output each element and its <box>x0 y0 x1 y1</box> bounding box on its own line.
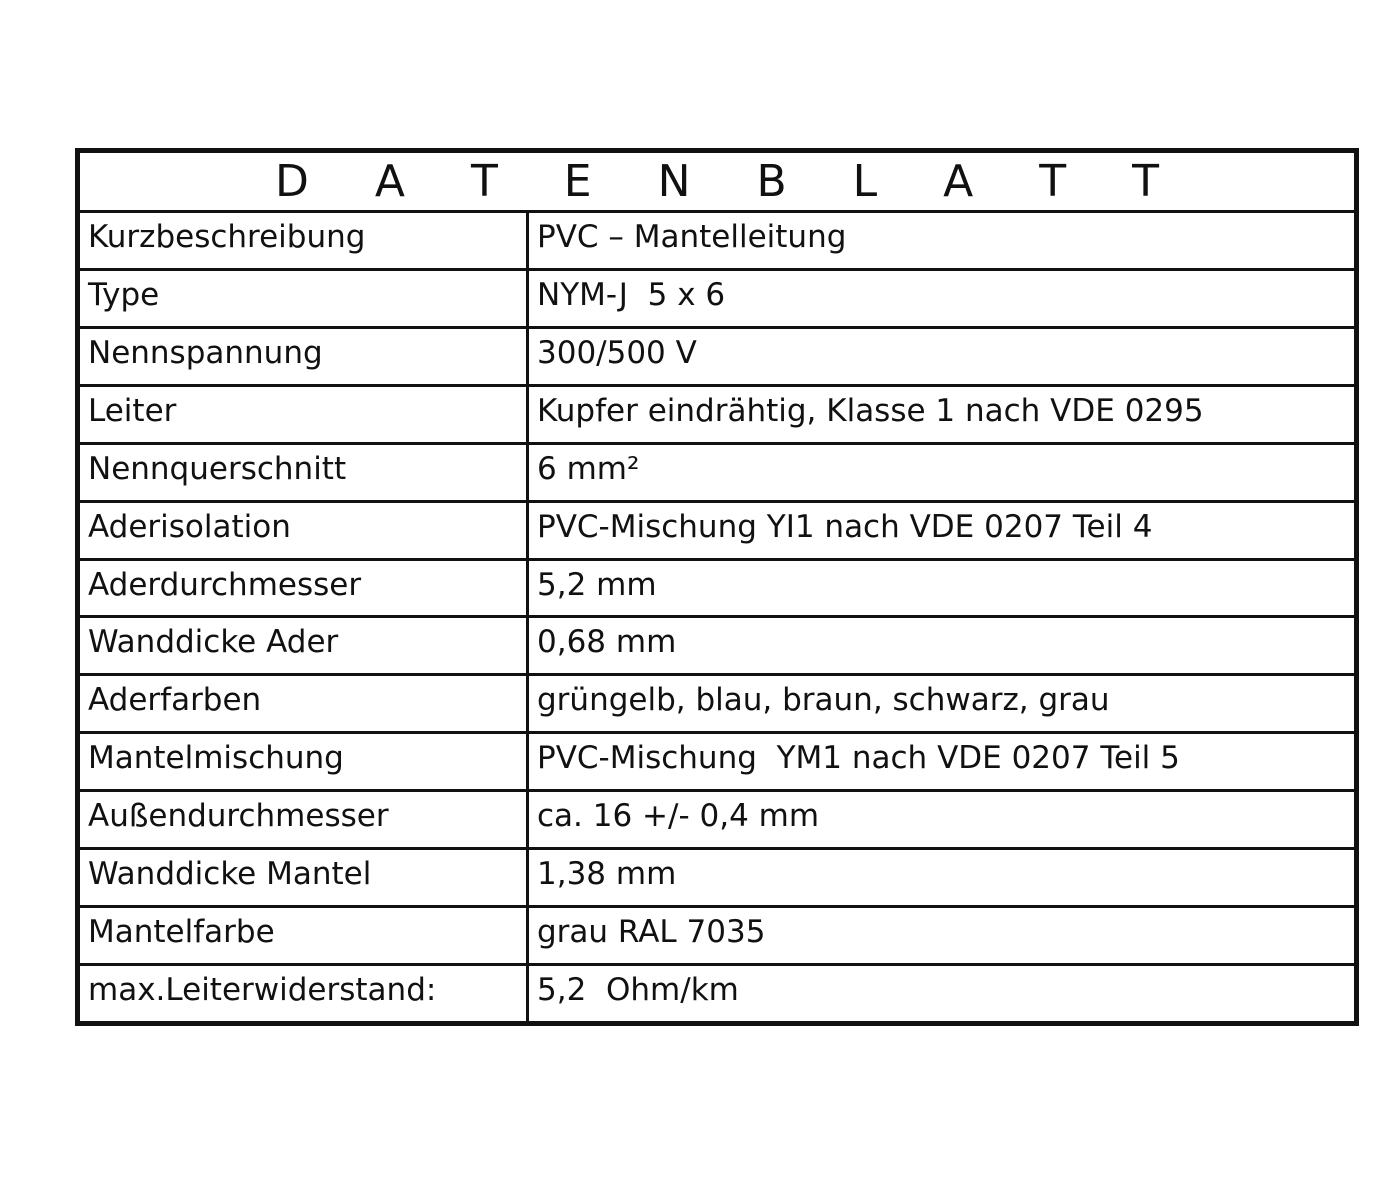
datasheet-table <box>75 148 1359 1026</box>
table-row <box>80 966 1354 1021</box>
row-value: grüngelb, blau, braun, schwarz, grau <box>537 682 1110 719</box>
row-label: Leiter <box>80 387 529 442</box>
row-label: Kurzbeschreibung <box>80 213 529 268</box>
row-label: Wanddicke Mantel <box>80 850 529 905</box>
row-value: PVC-Mischung YI1 nach VDE 0207 Teil 4 <box>537 508 1153 545</box>
table-row <box>80 329 1354 387</box>
row-value: NYM-J 5 x 6 <box>537 276 726 313</box>
row-label: max.Leiterwiderstand: <box>80 966 529 1021</box>
row-value: ca. 16 +/- 0,4 mm <box>537 798 820 835</box>
table-row <box>80 387 1354 445</box>
row-value: grau RAL 7035 <box>537 914 766 951</box>
datasheet-title: D A T E N B L A T T <box>274 155 1185 207</box>
row-label: Aderdurchmesser <box>80 561 529 616</box>
row-label: Mantelmischung <box>80 734 529 789</box>
table-body <box>80 213 1354 1021</box>
row-value: 5,2 Ohm/km <box>537 971 739 1008</box>
row-label: Nennspannung <box>80 329 529 384</box>
row-label: Mantelfarbe <box>80 908 529 963</box>
row-label: Aderfarben <box>80 676 529 731</box>
title-row <box>80 153 1354 213</box>
table-row <box>80 908 1354 966</box>
table-row <box>80 271 1354 329</box>
row-value: 0,68 mm <box>537 624 677 661</box>
table-row <box>80 618 1354 676</box>
row-value: 1,38 mm <box>537 856 677 893</box>
table-row <box>80 676 1354 734</box>
row-value: 6 mm² <box>537 450 640 487</box>
row-label: Aderisolation <box>80 503 529 558</box>
table-row <box>80 445 1354 503</box>
row-label: Nennquerschnitt <box>80 445 529 500</box>
table-row <box>80 561 1354 619</box>
table-row <box>80 503 1354 561</box>
table-row <box>80 850 1354 908</box>
row-value: PVC-Mischung YM1 nach VDE 0207 Teil 5 <box>537 740 1180 777</box>
row-value: Kupfer eindrähtig, Klasse 1 nach VDE 0295 <box>537 392 1204 429</box>
row-value: 5,2 mm <box>537 566 657 603</box>
table-row <box>80 213 1354 271</box>
row-label: Wanddicke Ader <box>80 618 529 673</box>
table-row <box>80 734 1354 792</box>
row-label: Type <box>80 271 529 326</box>
row-label: Außendurchmesser <box>80 792 529 847</box>
row-value: PVC – Mantelleitung <box>537 219 847 255</box>
table-row <box>80 792 1354 850</box>
row-value: 300/500 V <box>537 334 697 371</box>
